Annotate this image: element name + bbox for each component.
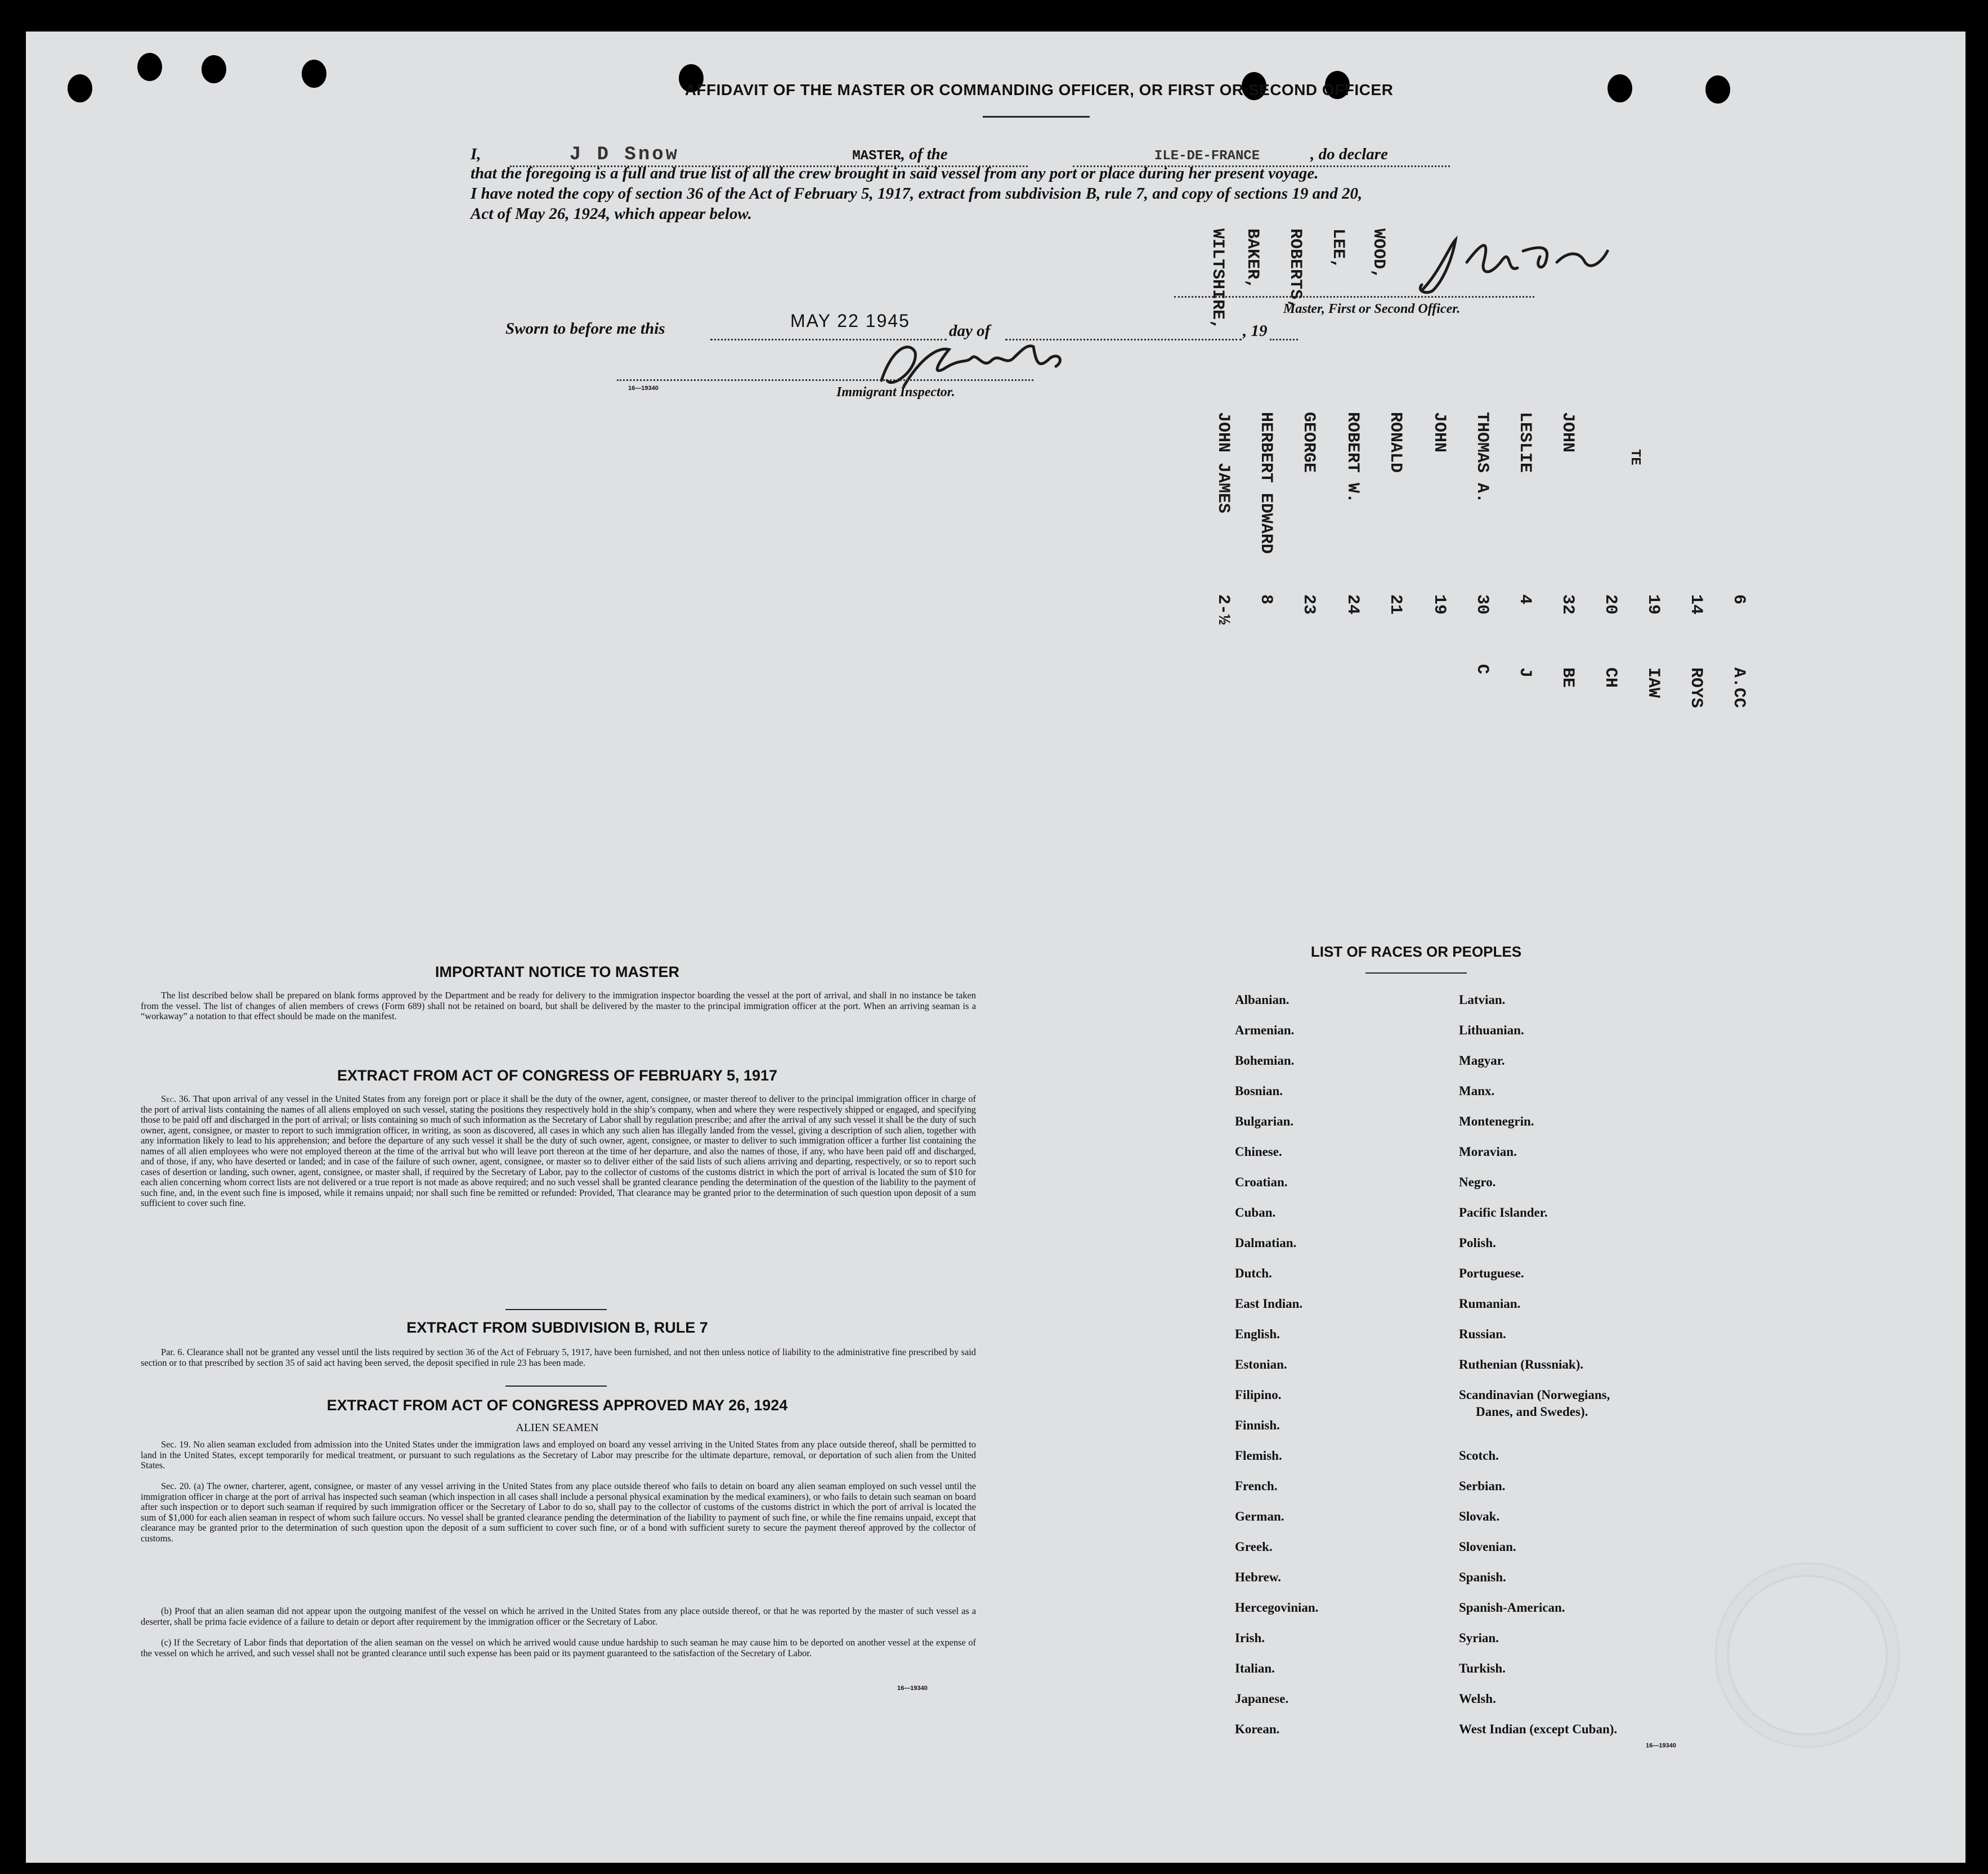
bleed-age: 32 [1558,594,1577,615]
punch-hole [1608,74,1632,102]
race-left: Flemish. [1235,1449,1282,1463]
bleed-given-name: RONALD [1386,412,1405,473]
races-underline [1365,972,1467,974]
race-left: Irish. [1235,1631,1265,1645]
races-title: LIST OF RACES OR PEOPLES [1310,943,1522,960]
sworn-date-stamp: MAY 22 1945 [790,311,910,331]
race-left: Estonian. [1235,1357,1287,1371]
notice-title: IMPORTANT NOTICE TO MASTER [435,963,679,980]
bleed-extra: A.CC [1729,667,1748,709]
bleed-extra: IAW [1644,667,1663,698]
race-right: Syrian. [1459,1631,1499,1645]
year-line [1270,339,1298,340]
race-right: Slovenian. [1459,1540,1516,1554]
race-right: Moravian. [1459,1145,1517,1159]
bleed-extra: BE [1558,667,1577,688]
extract-1917-title: EXTRACT FROM ACT OF CONGRESS OF FEBRUARY 5, 1917 [337,1067,778,1084]
extract-1924-sec20a: Sec. 20. (a) The owner, charterer, agent, consignee, or master of any vessel arriving in the United States from any place outside thereof who fails to detain on board any alien seaman employed on such vessel until the immigration officer in charge at the port of arrival has inspected such seaman (which inspection in all cases shall include a personal physical examination by the medical examiners), or who fails to detain such seaman on board after such inspection or to deport such seaman if required by such immigration officer or the Secretary of Labor to do so, shall pay to the collector of customs of the customs district in which the port of arrival is located the sum of $1,000 for each alien seaman in respect of whom such failure occurs. No vessel shall be granted clearance pending the determination of the liability to payment of such fine, or while the fine remains unpaid, except that clearance may be granted prior to the determination of such question upon the deposit of a sum sufficient to cover such fine, or of a bond with sufficient surety to secure the payment thereof approved by the collector of customs. [141,1481,976,1544]
bleed-age: 2-½ [1214,594,1233,625]
master-signature [1399,228,1636,302]
bleed-surname: WOOD, [1369,228,1388,280]
race-left: Cuban. [1235,1205,1276,1220]
race-right: Portuguese. [1459,1266,1524,1280]
bleed-given-name: GEORGE [1299,412,1318,473]
master-signature-label: Master, First or Second Officer. [1283,302,1461,316]
inspector-label: Immigrant Inspector. [836,385,955,400]
extract-1924-title: EXTRACT FROM ACT OF CONGRESS APPROVED MAY 26, 1924 [326,1397,788,1414]
master-name: J D Snow [569,144,680,165]
vessel-name: ILE-DE-FRANCE [1154,149,1260,164]
extract-1924-subtitle: ALIEN SEAMEN [516,1422,599,1434]
divider [505,1386,607,1387]
day-of-label: day of [949,322,991,340]
race-left: Finnish. [1235,1418,1280,1432]
race-right: Welsh. [1459,1692,1496,1706]
race-right: Magyar. [1459,1053,1505,1068]
bleed-age: 4 [1515,594,1534,605]
race-left: Hebrew. [1235,1570,1281,1584]
sworn-line [505,320,665,338]
affidavit-form-number: 16—19340 [628,385,659,392]
race-right: Negro. [1459,1175,1496,1189]
affidavit-prefix: I, [471,145,481,163]
race-right: Turkish. [1459,1661,1506,1675]
bleed-given-name: LESLIE [1515,412,1534,473]
bleed-extra: J [1515,667,1534,678]
race-left: Bulgarian. [1235,1114,1294,1128]
title-underline [983,116,1090,118]
race-left: German. [1235,1509,1284,1523]
race-left: Chinese. [1235,1145,1282,1159]
punch-hole [1705,75,1730,104]
affidavit-of: , of the [901,145,948,163]
race-left: Japanese. [1235,1692,1289,1706]
race-right: Lithuanian. [1459,1023,1524,1037]
bleed-age: 24 [1343,594,1362,615]
race-right: Slovak. [1459,1509,1500,1523]
bleed-age: 30 [1472,594,1492,615]
affidavit-line-4: Act of May 26, 1924, which appear below. [471,205,752,223]
extract-form-number: 16—19340 [897,1685,928,1692]
bleed-extra: C [1472,664,1492,675]
notice-text: The list described below shall be prepared on blank forms approved by the Department and be ready for delivery to the immigration inspector boarding the vessel at the port of arrival, and shall in no instance be taken from the vessel. The list of changes of alien members of crews (Form 689) shall not be retained on board, but shall be delivered by the master to the principal immigration officer at the port. When an arriving seaman is a “workaway” a notation to that effect should be made on the manifest. [141,990,976,1021]
race-left: English. [1235,1327,1280,1341]
document-page [26,32,1965,1863]
race-right: Montenegrin. [1459,1114,1534,1128]
race-right: Pacific Islander. [1459,1205,1548,1220]
race-left: Croatian. [1235,1175,1288,1189]
bleed-given-name: HERBERT EDWARD [1256,412,1275,554]
race-left: Albanian. [1235,993,1289,1007]
punch-hole [202,55,226,83]
sworn-prefix: Sworn to before me this [505,320,665,338]
race-left: Italian. [1235,1661,1275,1675]
race-right: Scotch. [1459,1449,1499,1463]
rule-7-text: Par. 6. Clearance shall not be granted any vessel until the lists required by section 36 of the Act of February 5, 1917, have been furnished, and not then unless notice of liability to the administrative fine prescribed by said section or to that prescribed by section 35 of said act having been served, the deposit specified in rule 23 has been made. [141,1347,976,1368]
bleed-extra: ROYS [1686,667,1705,709]
rule-7-title: EXTRACT FROM SUBDIVISION B, RULE 7 [406,1319,708,1336]
punch-hole [137,53,162,81]
race-left: Dutch. [1235,1266,1272,1280]
master-rank: MASTER [852,149,901,164]
race-left: Bohemian. [1235,1053,1295,1068]
punch-hole [302,60,326,88]
race-left: Dalmatian. [1235,1236,1297,1250]
race-left: Filipino. [1235,1388,1282,1402]
affidavit-line-3: I have noted the copy of section 36 of the Act of February 5, 1917, extract from subdivision B, rule 7, and copy of sections 19 and 20, [471,185,1363,203]
race-left: French. [1235,1479,1278,1493]
bleed-given-name: JOHN [1430,412,1449,453]
bleed-age: 19 [1430,594,1449,615]
inspector-signature-line [617,379,1033,381]
race-right: Ruthenian (Russniak). [1459,1357,1584,1371]
extract-1924-sec20b: (b) Proof that an alien seaman did not appear upon the outgoing manifest of the vessel on which he arrived in the United States from any place outside thereof, or that he was reported by the master of such vessel as a deserter, shall be prima facie evidence of a failure to detain or deport after requirement by the immigration officer or the Secretary of Labor. [141,1606,976,1627]
race-left: Greek. [1235,1540,1273,1554]
bleed-surname: WILTSHIRE, [1208,228,1227,330]
race-left: Bosnian. [1235,1084,1283,1098]
affidavit-title: AFFIDAVIT OF THE MASTER OR COMMANDING OFFICER, OR FIRST OR SECOND OFFICER [684,81,1394,98]
affidavit-line-1 [471,144,1388,165]
affidavit-line-2: that the foregoing is a full and true list of all the crew brought in said vessel from any port or place during her present voyage. [471,164,1319,182]
race-right: Serbian. [1459,1479,1506,1493]
bleed-age: 8 [1256,594,1275,605]
bleed-given-name: JOHN JAMES [1214,412,1233,514]
races-form-number: 16—19340 [1646,1742,1676,1749]
punch-hole [68,74,92,102]
race-right: Rumanian. [1459,1297,1521,1311]
extract-1917-body: That upon arrival of any vessel in the United States from any foreign port or place it shall be the duty of the owner, agent, consignee, or master thereof to deliver to the principal immigration officer in charge of the port of arrival lists containing the names of all aliens employed on such vessel, stating the positions they respectively hold in the ship’s company, when and where they were respectively shipped or engaged, and specifying those to be paid off and discharged in the port of arrival; or lists containing so much of such information as the Secretary of Labor shall by regulation prescribe; and after the arrival of any such vessel it shall be the duty of such owner, agent, consignee, or master to report to such immigration officer, in writing, as soon as discovered, all cases in which any such alien has illegally landed from the vessel, giving a description of such alien, together with any information likely to lead to his apprehension; and before the departure of any such vessel it shall be the duty of such owner, agent, consignee, or master to deliver to such immigration officer a further list containing the names of all alien employees who were not employed thereon at the time of the arrival but who will leave port thereon at the time of her departure, and also the names of those, if any, who have been paid off and discharged, and of those, if any, who have deserted or landed; and in case of the failure of such owner, agent, consignee, or master so to deliver either of the said lists of such aliens arriving and departing, respectively, or so to report such cases of desertion or landing, such owner, agent, consignee, or master shall, if required by the Secretary of Labor, pay to the collector of customs of the customs district in which the port of arrival is located the sum of $10 for each alien concerning whom correct lists are not delivered or a true report is not made as above required; and no such vessel shall be granted clearance pending the determination of the question of the liability to the payment of such fine, and, in the event such fine is imposed, while it remains unpaid; nor shall such fine be remitted or refunded: Provided, That clearance may be granted prior to the determination of such question upon deposit of a sum sufficient to cover such fine. [141,1093,976,1208]
extract-1917-text [141,1094,976,1209]
bleed-age: 20 [1601,594,1620,615]
race-left: Korean. [1235,1722,1280,1736]
extract-1924-sec20c: (c) If the Secretary of Labor finds that deportation of the alien seaman on the vessel on which he arrived would cause undue hardship to such seaman he may cause him to be deported on another vessel at the expense of the vessel on which he arrived, and such vessel shall not be granted clearance until such expense has been paid or its payment guaranteed to the satisfaction of the Secretary of Labor. [141,1637,976,1658]
bleed-given-name: TE [1627,449,1642,465]
race-left: Armenian. [1235,1023,1295,1037]
bleed-extra: CH [1601,667,1620,688]
bleed-age: 19 [1644,594,1663,615]
extract-1924-sec19: Sec. 19. No alien seaman excluded from admission into the United States under the immigration laws and employed on board any vessel arriving in the United States from any place outside thereof, shall be permitted to land in the United States, except temporarily for medical treatment, or pursuant to such regulations as the Secretary of Labor may prescribe for the ultimate departure, removal, or deportation of such alien from the United States. [141,1439,976,1470]
bleed-surname: ROBERTS, [1286,228,1305,310]
bleed-given-name: ROBERT W. [1343,412,1362,504]
race-right: Russian. [1459,1327,1506,1341]
master-signature-line [1174,296,1534,298]
embossed-seal [1714,1562,1900,1748]
race-right: Spanish-American. [1459,1600,1565,1615]
bleed-age: 21 [1386,594,1405,615]
bleed-surname: LEE, [1328,228,1347,270]
bleed-age: 14 [1686,594,1705,615]
race-left: East Indian. [1235,1297,1303,1311]
race-right: Polish. [1459,1236,1496,1250]
bleed-given-name: THOMAS A. [1472,412,1492,504]
bleed-age: 23 [1299,594,1318,615]
divider [505,1309,607,1310]
race-right: Spanish. [1459,1570,1506,1584]
year-prefix: , 19 [1243,322,1268,340]
race-right: Latvian. [1459,993,1506,1007]
race-right: Manx. [1459,1084,1495,1098]
race-right: Danes, and Swedes). [1476,1405,1588,1419]
race-right: West Indian (except Cuban). [1459,1722,1618,1736]
race-left: Hercegovinian. [1235,1600,1319,1615]
bleed-age: 6 [1729,594,1748,605]
race-right: Scandinavian (Norwegians, [1459,1388,1610,1402]
bleed-surname: BAKER, [1243,228,1262,290]
extract-1917-section: Sec. 36. [161,1093,191,1104]
bleed-given-name: JOHN [1558,412,1577,453]
affidavit-declare: , do declare [1310,145,1388,163]
